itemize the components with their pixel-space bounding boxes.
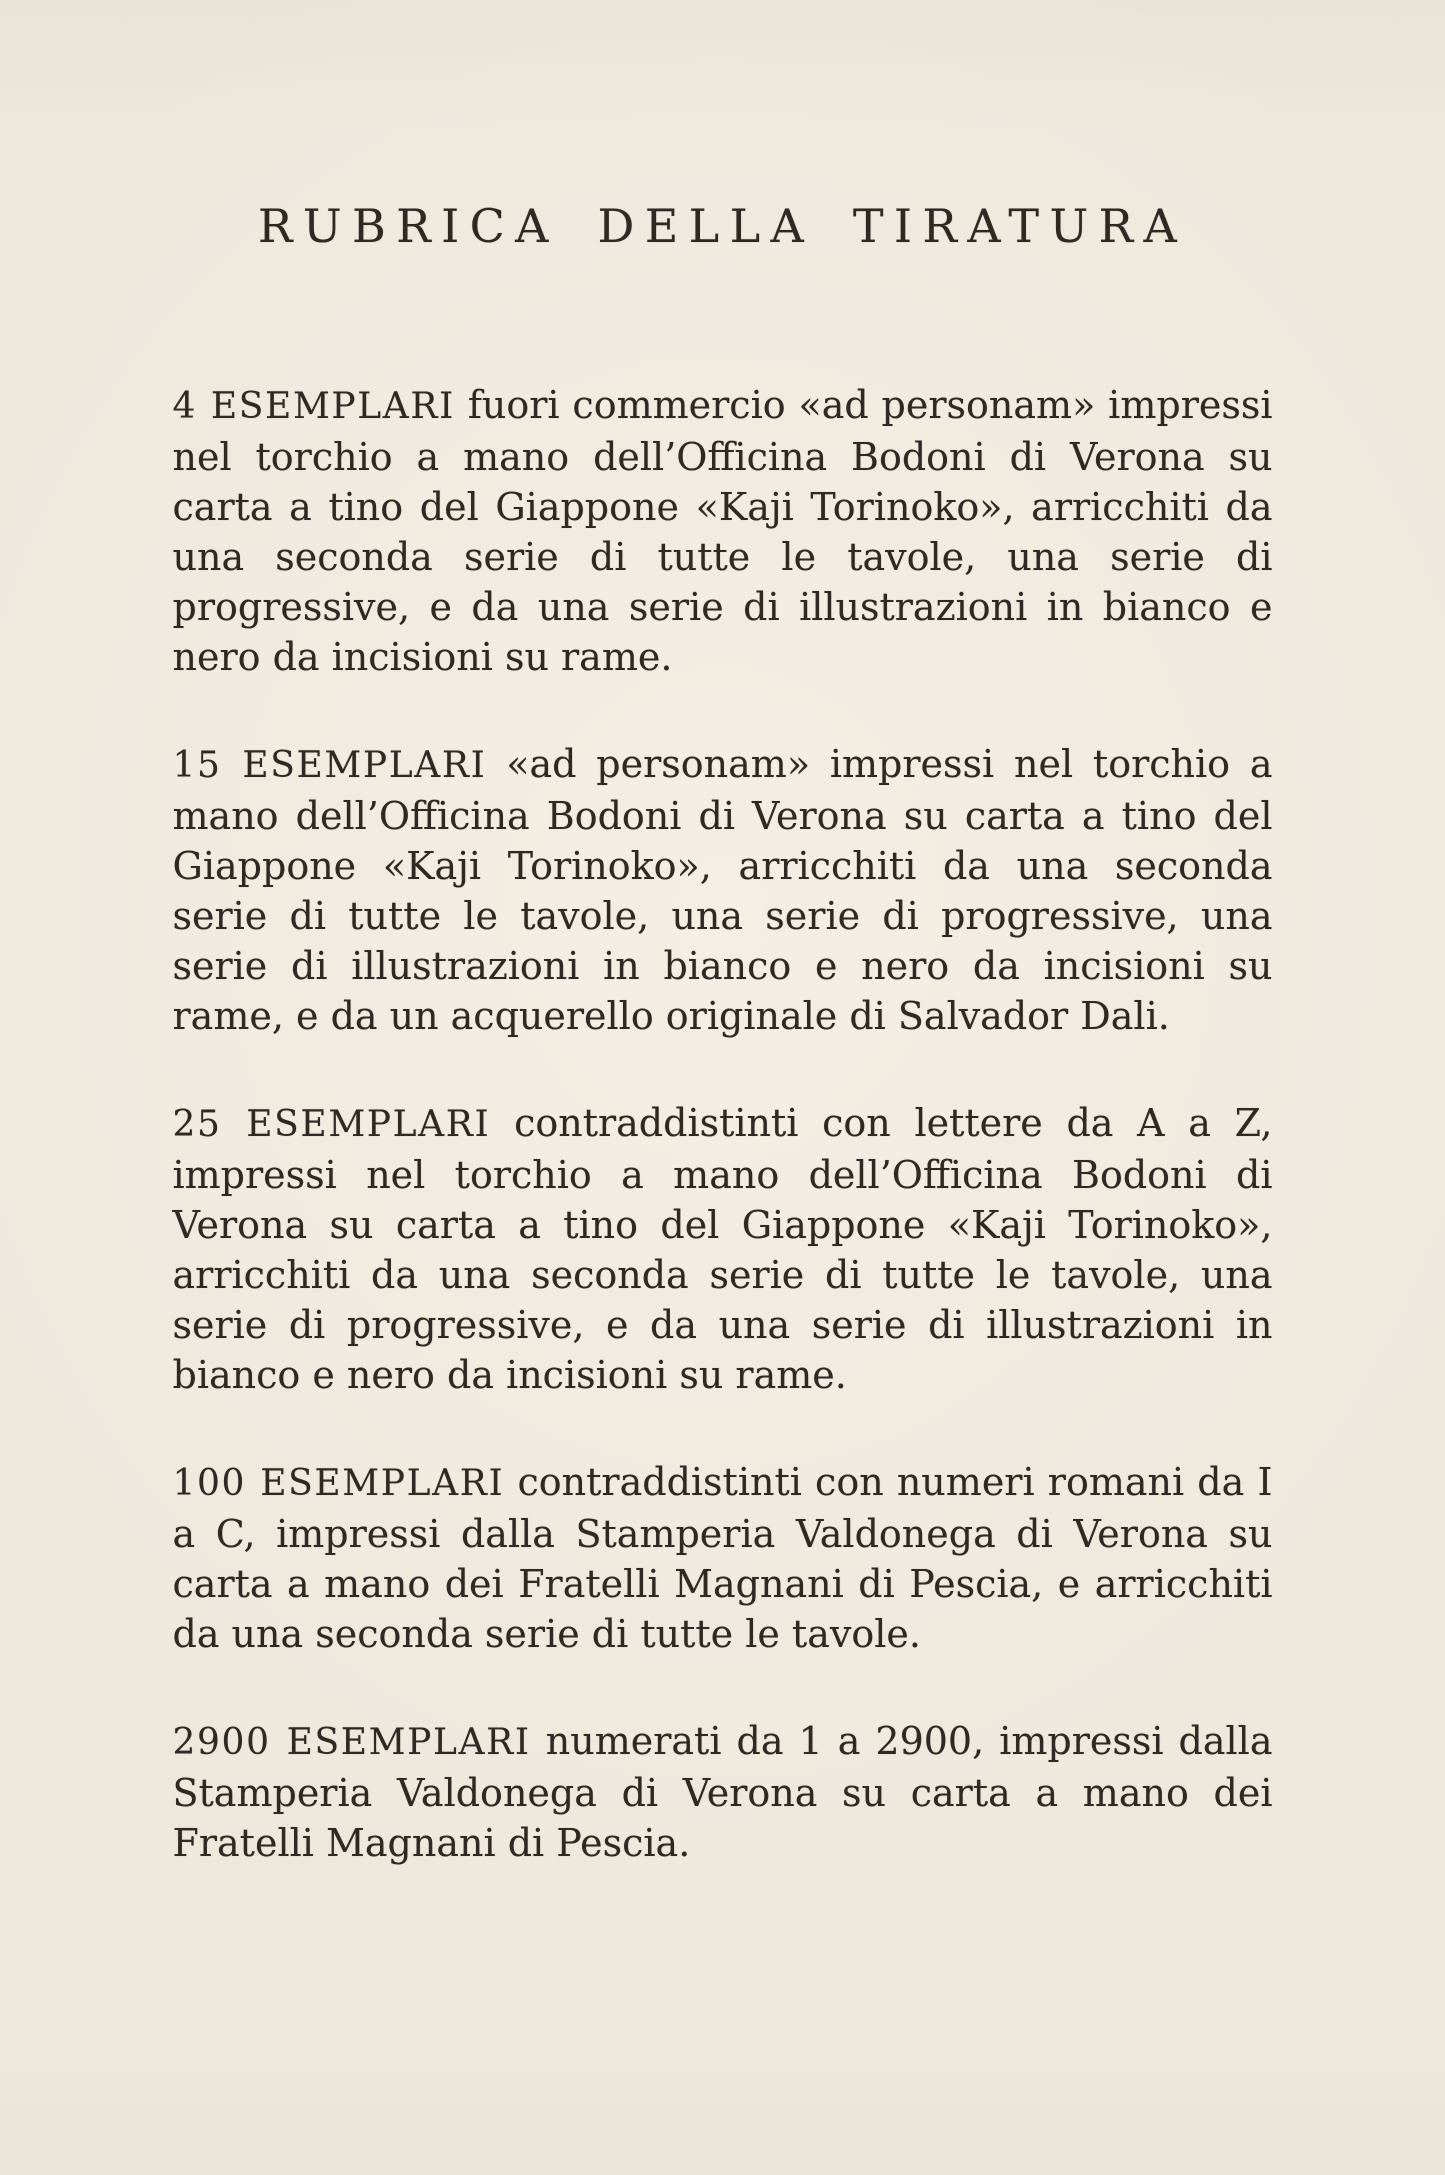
paragraph-lead: 15 ESEMPLARI bbox=[172, 745, 487, 786]
page-title: RUBRICA DELLA TIRATURA bbox=[257, 199, 1188, 253]
paragraph bbox=[173, 739, 1273, 1041]
paragraph bbox=[173, 380, 1273, 682]
paragraph-lead: 100 ESEMPLARI bbox=[172, 1463, 505, 1504]
text-block bbox=[173, 380, 1273, 1868]
paragraph-body: «ad personam» impressi nel torchio a mano dell’Officina Bodoni di Verona su carta a tino del Giappone «Kaji Torinoko», arricchiti da una seconda serie di tutte le tavole, una serie di progressive, una serie di illustrazioni in bianco e nero da incisioni su rame, e da un acquerello originale di Salvador Dali. bbox=[172, 742, 1273, 1038]
paragraph-lead: 25 ESEMPLARI bbox=[172, 1104, 491, 1145]
paragraph-body: contraddistinti con lettere da A a Z, impressi nel torchio a mano dell’Officina Bodoni di Verona su carta a tino del Giappone «Kaji Torinoko», arricchiti da una seconda serie di tutte le tavole, una serie di progressive, e da una serie di illustrazioni in bianco e nero da incisioni su rame. bbox=[172, 1101, 1273, 1397]
paragraph-body: numerati da 1 a 2900, impressi dalla Stamperia Valdonega di Verona su carta a mano dei Fratelli Magnani di Pescia. bbox=[172, 1719, 1273, 1865]
paragraph bbox=[173, 1457, 1273, 1659]
paragraph bbox=[173, 1716, 1273, 1868]
paragraph-body: contraddistinti con numeri romani da I a C, impressi dalla Stamperia Valdonega di Verona su carta a mano dei Fratelli Magnani di Pescia, e arricchiti da una seconda serie di tutte le tavole. bbox=[172, 1460, 1273, 1656]
paragraph bbox=[173, 1098, 1273, 1400]
paragraph-lead: 4 ESEMPLARI bbox=[172, 386, 455, 427]
paragraph-body: fuori commercio «ad personam» impressi nel torchio a mano dell’Officina Bodoni di Verona su carta a tino del Giappone «Kaji Torinoko», arricchiti da una seconda serie di tutte le tavole, una serie di progressive, e da una serie di illustrazioni in bianco e nero da incisioni su rame. bbox=[172, 383, 1273, 679]
paragraph-lead: 2900 ESEMPLARI bbox=[172, 1722, 531, 1763]
